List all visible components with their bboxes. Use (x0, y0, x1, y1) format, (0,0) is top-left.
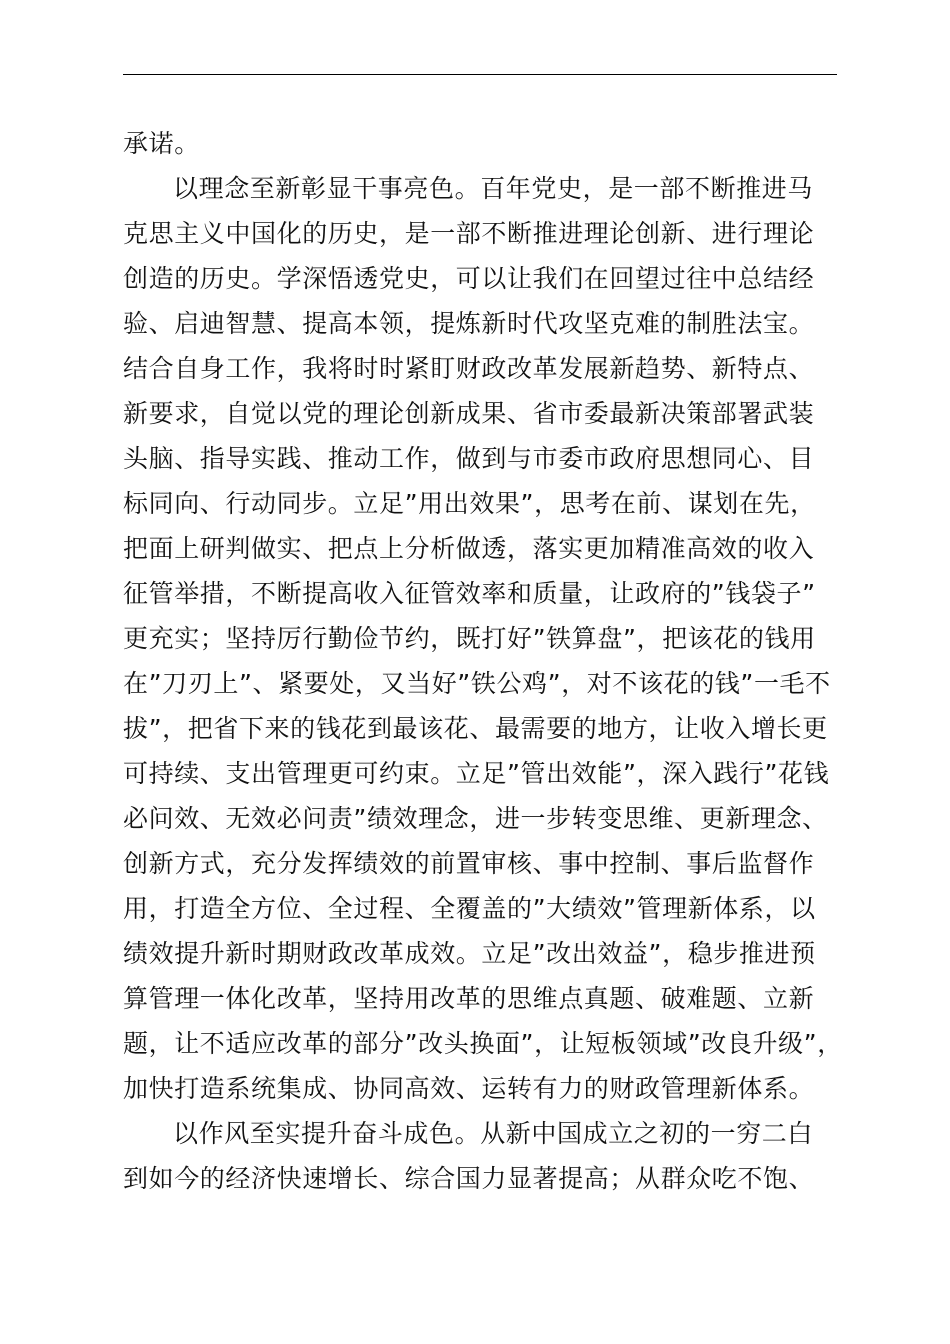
text-line: 头脑、指导实践、推动工作，做到与市委市政府思想同心、目 (123, 444, 815, 473)
text-line: 验、启迪智慧、提高本领，提炼新时代攻坚克难的制胜法宝。 (123, 309, 815, 338)
paragraph-first-line: 以理念至新彰显干事亮色。百年党史，是一部不断推进马 (173, 174, 814, 203)
text-line: 新要求，自觉以党的理论创新成果、省市委最新决策部署武装 (123, 399, 815, 428)
text-line: 拔”，把省下来的钱花到最该花、最需要的地方，让收入增长更 (123, 714, 828, 743)
text-line: 可持续、支出管理更可约束。立足”管出效能”，深入践行”花钱 (123, 759, 830, 788)
text-line: 创造的历史。学深悟透党史，可以让我们在回望过往中总结经 (123, 264, 815, 293)
text-line: 结合自身工作，我将时时紧盯财政改革发展新趋势、新特点、 (123, 354, 815, 383)
text-line: 用，打造全方位、全过程、全覆盖的”大绩效”管理新体系，以 (123, 894, 816, 923)
text-line: 创新方式，充分发挥绩效的前置审核、事中控制、事后监督作 (123, 849, 815, 878)
text-line: 承诺。 (123, 129, 200, 158)
text-line: 标同向、行动同步。立足”用出效果”，思考在前、谋划在先， (123, 489, 816, 518)
text-line: 更充实；坚持厉行勤俭节约，既打好”铁算盘”，把该花的钱用 (123, 624, 816, 653)
paragraph-first-line: 以作风至实提升奋斗成色。从新中国成立之初的一穷二白 (173, 1119, 814, 1148)
text-line: 把面上研判做实、把点上分析做透，落实更加精准高效的收入 (123, 534, 815, 563)
body-text (123, 121, 863, 1201)
header-rule (123, 74, 837, 75)
text-line: 题，让不适应改革的部分”改头换面”，让短板领域”改良升级”， (123, 1029, 843, 1058)
text-line: 加快打造系统集成、协同高效、运转有力的财政管理新体系。 (123, 1074, 815, 1103)
text-line: 必问效、无效必问责”绩效理念，进一步转变思维、更新理念、 (123, 804, 828, 833)
text-line: 绩效提升新时期财政改革成效。立足”改出效益”，稳步推进预 (123, 939, 816, 968)
text-line: 在”刀刃上”、紧要处，又当好”铁公鸡”，对不该花的钱”一毛不 (123, 669, 831, 698)
text-line: 到如今的经济快速增长、综合国力显著提高；从群众吃不饱、 (123, 1164, 815, 1193)
text-line: 算管理一体化改革，坚持用改革的思维点真题、破难题、立新 (123, 984, 815, 1013)
text-line: 征管举措，不断提高收入征管效率和质量，让政府的”钱袋子” (123, 579, 816, 608)
text-line: 克思主义中国化的历史，是一部不断推进理论创新、进行理论 (123, 219, 815, 248)
